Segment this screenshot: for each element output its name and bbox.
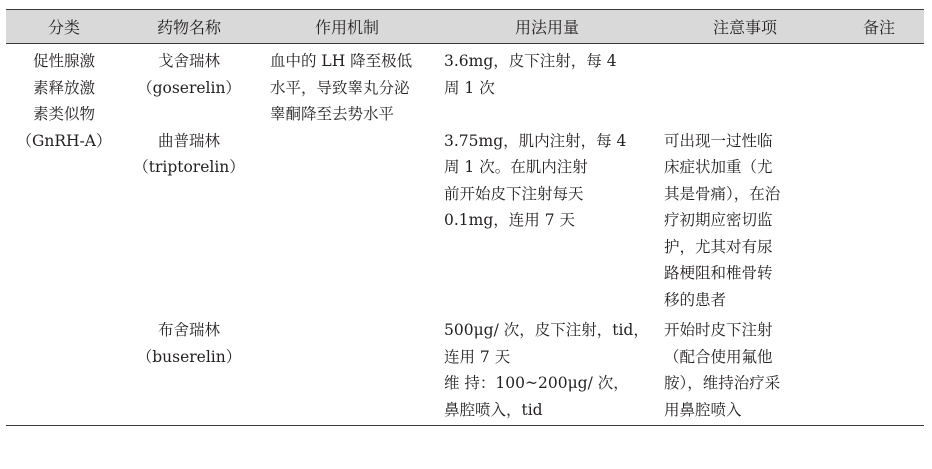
- category-line: （GnRH-A）: [16, 131, 112, 150]
- notes-line: 其是骨痛），在治: [664, 184, 781, 203]
- dosage-line: 3.6mg，皮下注射，每 4: [444, 52, 617, 70]
- drug-name-cell: [122, 313, 256, 426]
- header-remarks: 备注: [834, 10, 924, 44]
- mechanism-cell: [256, 313, 438, 426]
- dosage-line: 周 1 次。在肌内注射: [444, 158, 588, 176]
- header-dosage: 用法用量: [438, 10, 656, 44]
- notes-line: 开始时皮下注射: [664, 321, 773, 339]
- table-row: [6, 44, 924, 128]
- remarks-cell: [834, 128, 924, 314]
- dosage-line: 前开始皮下注射每天: [444, 184, 584, 203]
- table-row: [6, 313, 924, 426]
- notes-cell: [656, 44, 834, 128]
- dosage-cell: [438, 128, 656, 314]
- category-cell: [6, 313, 122, 426]
- notes-line: 胺），维持治疗采: [664, 374, 781, 392]
- category-line: 促性腺激: [32, 52, 95, 70]
- notes-line: 床症状加重（尤: [664, 158, 773, 176]
- mechanism-line: 血中的 LH 降至极低: [270, 52, 413, 70]
- table-header-row: [6, 10, 924, 44]
- notes-line: 移的患者: [664, 290, 727, 309]
- drug-name-cell: [122, 128, 256, 314]
- drug-latin-name: （buserelin）: [136, 347, 242, 366]
- header-drug-name: 药物名称: [122, 10, 256, 44]
- notes-cell: [656, 313, 834, 426]
- drug-name-cell: [122, 44, 256, 128]
- category-line: 素类似物: [32, 105, 95, 123]
- drug-latin-name: （goserelin）: [137, 78, 241, 97]
- dosage-line: 连用 7 天: [444, 347, 511, 366]
- drug-name: 布舍瑞林: [157, 321, 220, 339]
- dosage-line: 鼻腔喷入，tid: [444, 400, 543, 419]
- mechanism-line: 水平，导致睾丸分泌: [270, 78, 410, 97]
- dosage-line: 500μg/ 次，皮下注射，tid，: [444, 321, 649, 339]
- notes-line: 用鼻腔喷入: [664, 400, 742, 419]
- table-row: [6, 128, 924, 314]
- dosage-line: 周 1 次: [444, 78, 495, 97]
- dosage-line: 0.1mg，连用 7 天: [444, 211, 575, 229]
- dosage-cell: [438, 313, 656, 426]
- mechanism-cell: [256, 128, 438, 314]
- dosage-line: 维 持：100~200μg/ 次，: [444, 374, 629, 392]
- dosage-cell: [438, 44, 656, 128]
- category-line: 素释放激: [32, 78, 95, 97]
- mechanism-cell: [256, 44, 438, 128]
- drug-name: 曲普瑞林: [157, 131, 220, 150]
- header-mechanism: 作用机制: [256, 10, 438, 44]
- header-category: 分类: [6, 10, 122, 44]
- drug-latin-name: （triptorelin）: [133, 158, 245, 176]
- dosage-line: 3.75mg，肌内注射，每 4: [444, 131, 627, 150]
- notes-line: 可出现一过性临: [664, 131, 773, 150]
- drug-table: [6, 9, 924, 426]
- remarks-cell: [834, 313, 924, 426]
- notes-line: 疗初期应密切监: [664, 211, 773, 229]
- notes-line: （配合使用氟他: [664, 347, 773, 366]
- drug-name: 戈舍瑞林: [157, 52, 220, 70]
- header-notes: 注意事项: [656, 10, 834, 44]
- notes-line: 路梗阻和椎骨转: [664, 264, 773, 282]
- notes-cell: [656, 128, 834, 314]
- remarks-cell: [834, 44, 924, 128]
- mechanism-line: 睾酮降至去势水平: [270, 105, 395, 123]
- notes-line: 护，尤其对有尿: [664, 237, 773, 256]
- category-cell: [6, 44, 122, 314]
